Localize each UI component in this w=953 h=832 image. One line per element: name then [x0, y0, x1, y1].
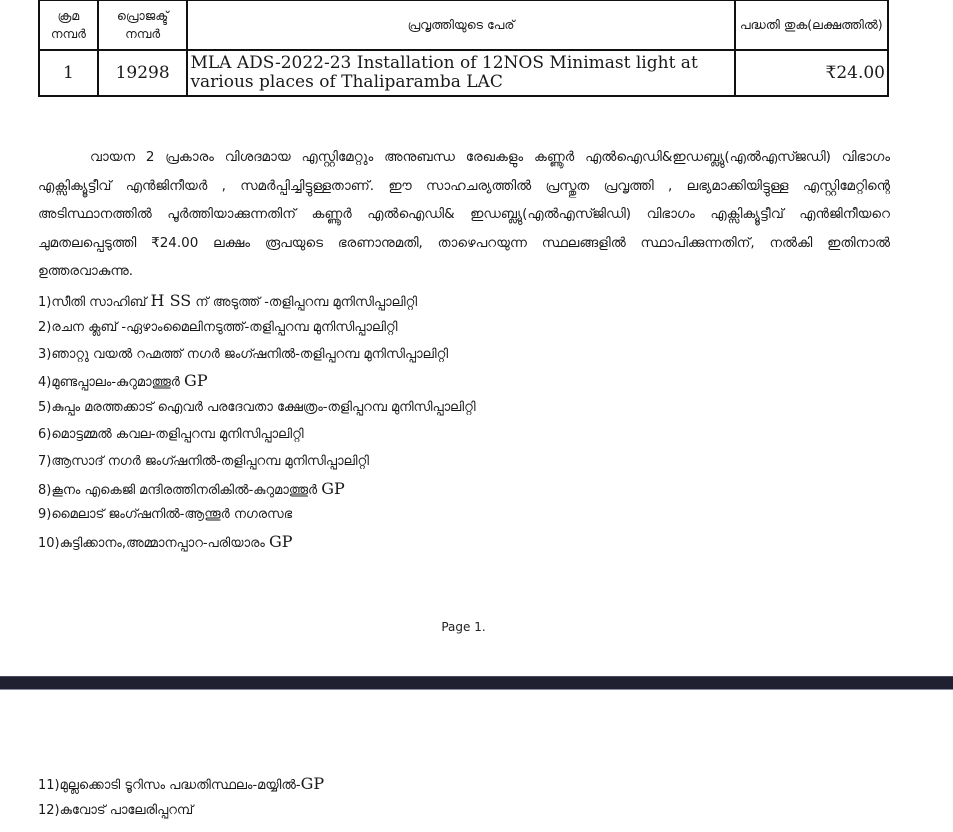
- list-item: [38, 288, 898, 315]
- locations-list-continued: [38, 771, 324, 825]
- list-item: [38, 449, 898, 476]
- locations-list: [38, 288, 898, 556]
- location-abbrev: H SS: [150, 291, 192, 310]
- list-item: [38, 476, 898, 503]
- cell-project-no: 19298: [98, 50, 188, 96]
- location-text: 9)മൈലാട് ജംഗ്ഷനിൽ-ആന്തൂർ നഗരസഭ: [38, 507, 293, 523]
- location-abbrev: GP: [321, 478, 345, 498]
- location-text: 5)കുപ്പം മരത്തക്കാട് ഐവർ പരദേവതാ ക്ഷേത്രം-തളിപ്പറമ്പ മുനിസിപ്പാലിറ്റി: [38, 400, 476, 416]
- list-item: [38, 368, 898, 395]
- table-row: [39, 50, 888, 96]
- cell-serial-no: 1: [39, 50, 98, 96]
- location-text: 10)കുട്ടിക്കാനം,അമ്മാനപ്പാറ-പരിയാരം: [38, 536, 269, 552]
- page-number: Page 1.: [441, 620, 486, 634]
- location-text: 11)മുല്ലക്കൊടി ടൂറിസം പദ്ധതിസ്ഥലം-മയ്യിൽ-: [38, 778, 301, 793]
- location-text: 4)മുണ്ടപ്പാലം-കുറുമാത്തൂർ: [38, 375, 185, 391]
- cell-amount: ₹24.00: [735, 50, 888, 96]
- header-work-name: പ്രവൃത്തിയുടെ പേര്: [187, 0, 734, 50]
- list-item: [38, 315, 898, 342]
- sanction-paragraph: വായന 2 പ്രകാരം വിശദമായ എസ്റ്റിമേറ്റും അനുബന്ധ രേഖകളും കണ്ണൂർ എൽഐഡി&ഇഡബ്ല്യു(എൽഎസ്ജഡി) വിഭാഗം എക്സിക്യൂട്ടീവ് എൻജിനീയർ , സമർപ്പിച്ചിട്ടുള്ളതാണ്. ഈ സാഹചര്യത്തിൽ പ്രസ്തുത പ്രവൃത്തി , ലഭ്യമാക്കിയിട്ടുള്ള എസ്റ്റിമേറ്റിന്റെ അടിസ്ഥാനത്തിൽ പൂർത്തിയാക്കുന്നതിന് കണ്ണൂർ എൽഐഡി& ഇഡബ്ല്യു(എൽഎസ്ജിഡി) വിഭാഗം എക്സിക്യൂട്ടീവ് എൻജിനീയറെ ചുമതലപ്പെടുത്തി ₹24.00 ലക്ഷം രൂപയുടെ ഭരണാനുമതി, താഴെപറയുന്ന സ്ഥലങ്ങളിൽ സ്ഥാപിക്കുന്നതിന്, നൽകി ഇതിനാൽ ഉത്തരവാകുന്നു.: [38, 149, 890, 279]
- works-table: [38, 0, 889, 97]
- location-abbrev: GP: [300, 774, 325, 793]
- list-item: [38, 342, 898, 369]
- location-text: 8)കൂനം എകെജി മന്ദിരത്തിനരികിൽ-കുറുമാത്തൂർ: [38, 482, 322, 498]
- cell-work-name: MLA ADS-2022-23 Installation of 12NOS Minimast light at various places of Thaliparamba LAC: [187, 50, 734, 96]
- header-serial-no: ക്രമ നമ്പർ: [39, 0, 98, 50]
- location-text: 7)ആസാദ് നഗർ ജംഗ്ഷനിൽ-തളിപ്പറമ്പ മുനിസിപ്പാലിറ്റി: [38, 453, 369, 469]
- location-text: 3)ഞാറ്റു വയൽ റഹ്മത്ത് നഗർ ജംഗ്ഷനിൽ-തളിപ്പറമ്പ മുനിസിപ്പാലിറ്റി: [38, 346, 449, 362]
- location-text: 6)മൊട്ടമ്മൽ കവല-തളിപ്പറമ്പ മുനിസിപ്പാലിറ്റി: [38, 426, 304, 442]
- location-text: 2)രചന ക്ലബ് -ഏഴാംമൈലിനടുത്ത്-തളിപ്പറമ്പ മുനിസിപ്പാലിറ്റി: [38, 319, 398, 335]
- table-header-row: [39, 0, 888, 50]
- list-item: [38, 771, 324, 798]
- list-item: [38, 395, 898, 422]
- list-item: [38, 798, 324, 825]
- location-abbrev: GP: [184, 371, 208, 391]
- header-amount: പദ്ധതി തുക(ലക്ഷത്തിൽ): [735, 0, 888, 50]
- list-item: [38, 529, 898, 556]
- page-separator: [0, 676, 953, 690]
- list-item: [38, 502, 898, 529]
- header-project-no: പ്രൊജക്ട് നമ്പർ: [98, 0, 188, 50]
- list-item: [38, 422, 898, 449]
- location-suffix: ന് അടുത്ത് -തളിപ്പറമ്പ മുനിസിപ്പാലിറ്റി: [191, 295, 418, 310]
- location-abbrev: GP: [269, 532, 293, 552]
- document-page-2: [0, 690, 953, 832]
- location-text: 1)സീതി സാഹിബ്: [38, 295, 151, 310]
- location-text: 12)കുവോട് പാലേരിപ്പറമ്പ്: [38, 803, 194, 818]
